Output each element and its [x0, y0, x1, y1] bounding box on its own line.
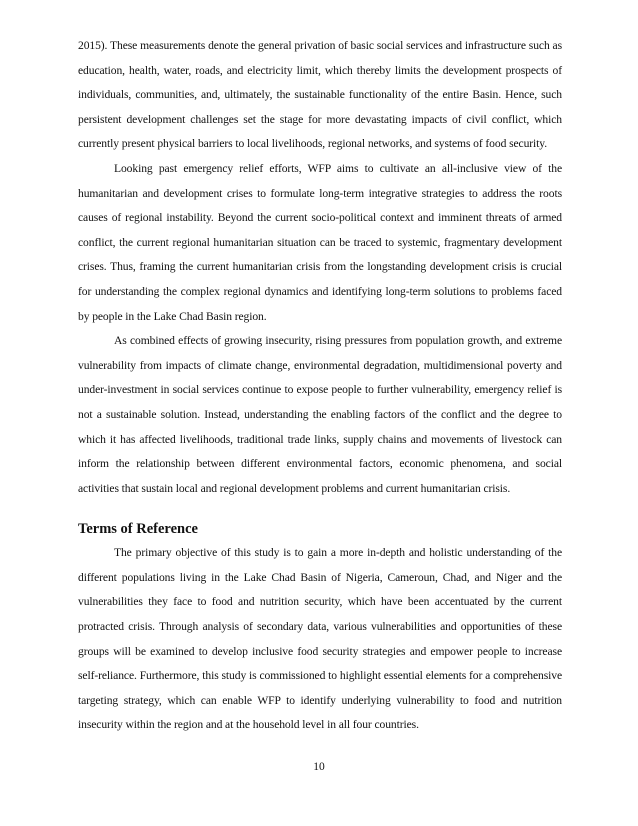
paragraph-3: As combined effects of growing insecurity, rising pressures from population growth, and extreme vulnerability from impacts of climate change, environmental degradation, multidimensional poverty and under-investment in social services continue to expose people to further vulnerability, emergency relief is not a sustainable solution. Instead, understanding the enabling factors of the conflict and the degree to which it has affected livelihoods, traditional trade links, supply chains and movements of livestock can inform the relationship between different environmental factors, economic phenomena, and social activities that sustain local and regional development problems and current humanitarian crisis. [78, 334, 562, 495]
paragraph-terms-of-reference: The primary objective of this study is to gain a more in-depth and holistic understanding of the different populations living in the Lake Chad Basin of Nigeria, Cameroun, Chad, and Niger and the vulnerabilities they face to food and nutrition security, which have been accentuated by the current protracted crisis. Through analysis of secondary data, various vulnerabilities and opportunities of these groups will be examined to develop inclusive food security strategies and empower people to increase self-reliance. Furthermore, this study is commissioned to highlight essential elements for a comprehensive targeting strategy, which can enable WFP to identify underlying vulnerability to food and nutrition insecurity within the region and at the household level in all four countries. [78, 546, 562, 732]
body-text [78, 34, 562, 738]
paragraph-2: Looking past emergency relief efforts, WFP aims to cultivate an all-inclusive view of the humanitarian and development crises to formulate long-term integrative strategies to address the roots causes of regional instability. Beyond the current socio-political context and imminent threats of armed conflict, the current regional humanitarian situation can be traced to systemic, fragmentary development crises. Thus, framing the current humanitarian crisis from the longstanding development crisis is crucial for understanding the complex regional dynamics and identifying long-term solutions to problems faced by people in the Lake Chad Basin region. [78, 161, 562, 323]
paragraph-1: 2015). These measurements denote the general privation of basic social services and infrastructure such as education, health, water, roads, and electricity limit, which thereby limits the development prospects of individuals, communities, and, ultimately, the sustainable functionality of the entire Basin. Hence, such persistent development challenges set the stage for more devastating impacts of civil conflict, which currently present physical barriers to local livelihoods, regional networks, and systems of food security. [78, 39, 562, 151]
section-heading: Terms of Reference [78, 521, 198, 538]
page-number: 10 [313, 761, 325, 773]
